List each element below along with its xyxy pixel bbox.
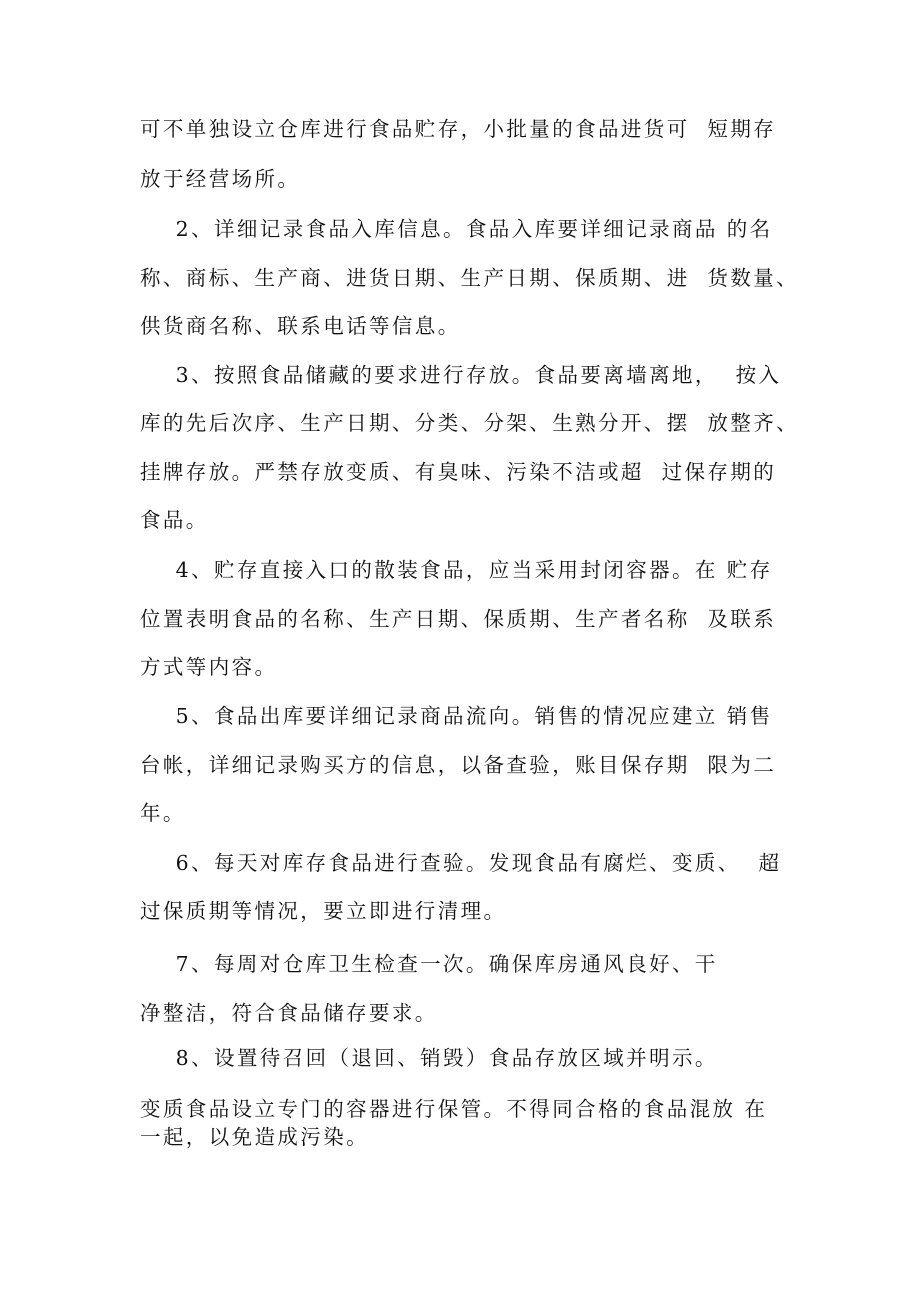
text-line: 台帐，详细记录购买方的信息，以备查验，账目保存期 限为二	[140, 753, 777, 777]
text-line: 食品。	[140, 508, 209, 532]
text-line: 供货商名称、联系电话等信息。	[140, 314, 461, 338]
text-line: 7、每周对仓库卫生检查一次。确保库房通风良好、干	[140, 952, 718, 976]
text-line: 称、商标、生产商、进货日期、生产日期、保质期、进 货数量、	[140, 266, 800, 290]
text-line: 过保质期等情况，要立即进行清理。	[140, 899, 507, 923]
text-line: 库的先后次序、生产日期、分类、分架、生熟分开、摆 放整齐、	[140, 411, 800, 435]
text-line: 放于经营场所。	[140, 167, 301, 191]
text-line: 一起，以免造成污染。	[140, 1125, 369, 1149]
text-line: 挂牌存放。严禁存放变质、有臭味、污染不洁或超 过保存期的	[140, 460, 777, 484]
text-line: 位置表明食品的名称、生产日期、保质期、生产者名称 及联系	[140, 607, 777, 631]
text-line: 6、每天对库存食品进行查验。发现食品有腐烂、变质、 超	[140, 851, 782, 875]
text-line: 年。	[140, 801, 186, 825]
text-line: 方式等内容。	[140, 655, 278, 679]
text-line: 8、设置待召回（退回、销毁）食品存放区域并明示。	[140, 1046, 718, 1070]
text-line: 净整洁，符合食品储存要求。	[140, 1001, 438, 1025]
text-line: 2、详细记录食品入库信息。食品入库要详细记录商品 的名	[140, 217, 773, 241]
text-line: 可不单独设立仓库进行食品贮存，小批量的食品进货可 短期存	[140, 117, 777, 141]
text-line: 4、贮存直接入口的散装食品，应当采用封闭容器。在 贮存	[140, 558, 773, 582]
text-line: 变质食品设立专门的容器进行保管。不得同合格的食品混放 在	[140, 1097, 768, 1121]
text-line: 5、食品出库要详细记录商品流向。销售的情况应建立 销售	[140, 704, 773, 728]
text-line: 3、按照食品储藏的要求进行存放。食品要离墙离地， 按入	[140, 363, 782, 387]
